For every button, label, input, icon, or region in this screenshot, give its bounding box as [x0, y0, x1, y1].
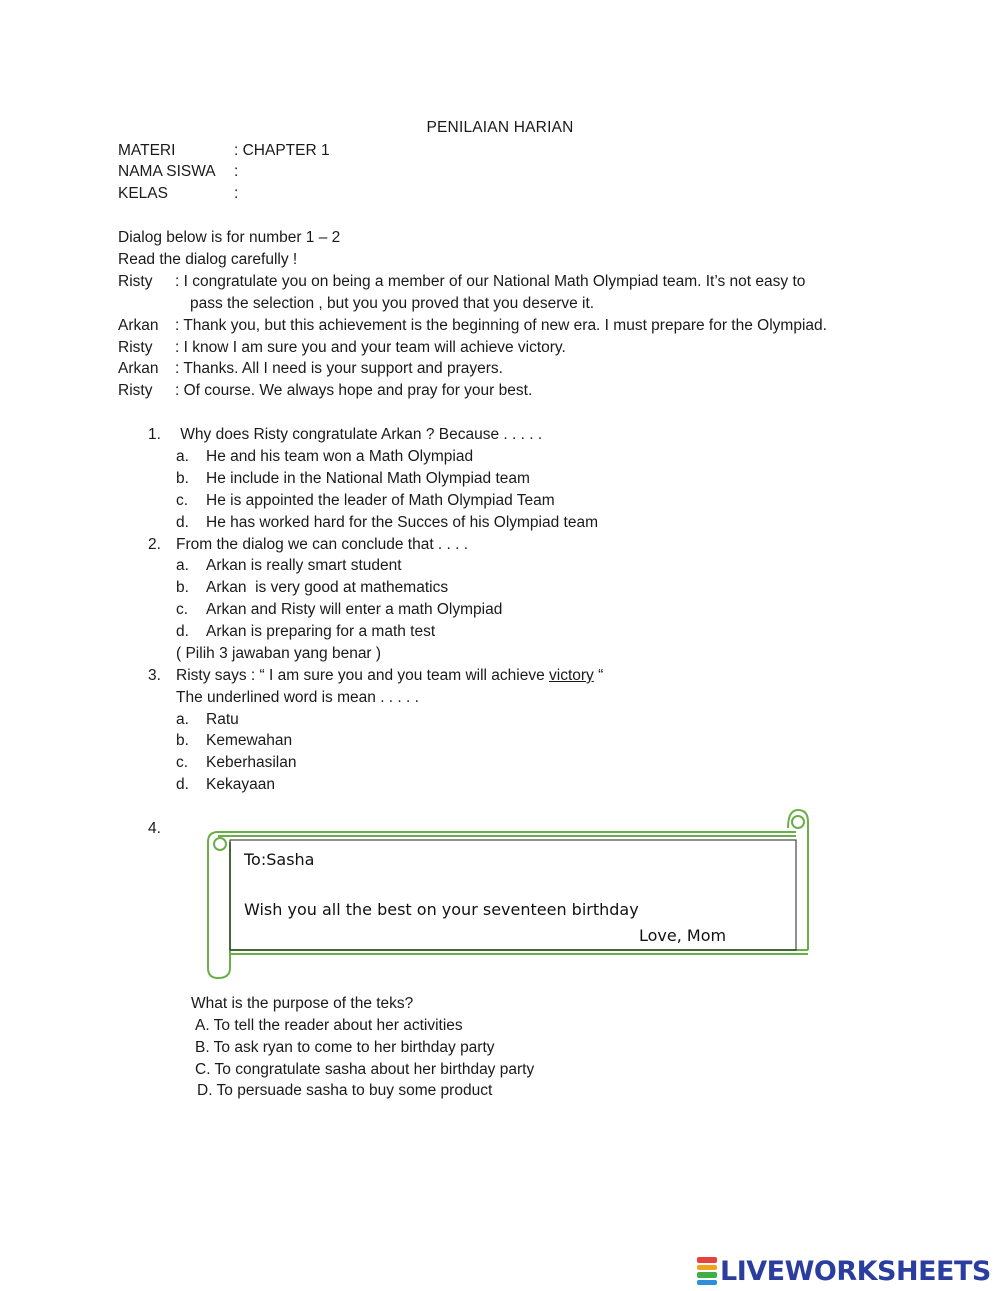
header-nama-value: : — [234, 163, 239, 180]
dialog-utterance: : Thank you, but this achievement is the beginning of new era. I must prepare for the Olympiad. — [175, 317, 827, 334]
question-text: Why does Risty congratulate Arkan ? Because . . . . . — [176, 426, 543, 443]
option-text[interactable]: He is appointed the leader of Math Olympiad Team — [206, 492, 555, 509]
dialog-utterance: : I know I am sure you and your team will achieve victory. — [175, 339, 566, 356]
logo-icon-block — [697, 1272, 717, 1278]
question-number: 2. — [148, 536, 161, 553]
logo-icon-block — [697, 1257, 717, 1263]
question-subtext: The underlined word is mean . . . . . — [176, 689, 419, 706]
option-text[interactable]: A. To tell the reader about her activities — [195, 1017, 463, 1034]
option-letter: d. — [176, 514, 189, 531]
dialog-utterance-cont: pass the selection , but you you proved that you deserve it. — [190, 295, 595, 312]
option-letter: b. — [176, 579, 189, 596]
option-text[interactable]: Kemewahan — [206, 732, 293, 749]
option-text[interactable]: Arkan is very good at mathematics — [206, 579, 449, 596]
header-materi-label: MATERI — [118, 142, 176, 159]
option-text[interactable]: He and his team won a Math Olympiad — [206, 448, 474, 465]
card-recipient: To:Sasha — [244, 850, 315, 869]
intro-line-2: Read the dialog carefully ! — [118, 251, 298, 268]
dialog-speaker: Arkan — [118, 360, 159, 377]
header-materi-value: : CHAPTER 1 — [234, 142, 330, 159]
question-text: What is the purpose of the teks? — [191, 995, 414, 1012]
question-text: From the dialog we can conclude that . . . . — [176, 536, 469, 553]
option-letter: d. — [176, 623, 189, 640]
header-nama-label: NAMA SISWA — [118, 163, 216, 180]
header-kelas-value: : — [234, 185, 239, 202]
header-kelas-label: KELAS — [118, 185, 168, 202]
page-title: PENILAIAN HARIAN — [426, 119, 574, 136]
option-letter: d. — [176, 776, 189, 793]
underlined-word: victory — [549, 667, 594, 684]
logo-icon-block — [697, 1265, 717, 1271]
option-text[interactable]: Arkan is preparing for a math test — [206, 623, 436, 640]
option-text[interactable]: C. To congratulate sasha about her birthday party — [195, 1061, 535, 1078]
intro-line-1: Dialog below is for number 1 – 2 — [118, 229, 341, 246]
question-number: 1. — [148, 426, 161, 443]
question-text — [176, 667, 603, 685]
question-text-before: Risty says : “ I am sure you and you team will achieve — [176, 667, 550, 684]
dialog-utterance: : Thanks. All I need is your support and prayers. — [175, 360, 503, 377]
logo-wordmark: LIVEWORKSHEETS — [720, 1255, 991, 1287]
dialog-utterance: : Of course. We always hope and pray for your best. — [175, 382, 533, 399]
question-number: 4. — [148, 820, 161, 837]
dialog-speaker: Risty — [118, 273, 153, 290]
dialog-speaker: Arkan — [118, 317, 159, 334]
card-signature: Love, Mom — [639, 926, 727, 945]
option-text[interactable]: Arkan is really smart student — [206, 557, 402, 574]
option-text[interactable]: He include in the National Math Olympiad team — [206, 470, 530, 487]
option-letter: c. — [176, 492, 189, 509]
question-number: 3. — [148, 667, 161, 684]
question-text-after: “ — [593, 667, 604, 684]
option-text[interactable]: He has worked hard for the Succes of his Olympiad team — [206, 514, 598, 531]
logo-icon — [697, 1256, 717, 1286]
option-letter: b. — [176, 732, 189, 749]
dialog-utterance: : I congratulate you on being a member of our National Math Olympiad team. It’s not easy to — [175, 273, 806, 290]
liveworksheets-logo — [697, 1253, 991, 1289]
option-letter: a. — [176, 557, 189, 574]
option-text[interactable]: Kekayaan — [206, 776, 275, 793]
option-text[interactable]: D. To persuade sasha to buy some product — [197, 1082, 493, 1099]
question-note: ( Pilih 3 jawaban yang benar ) — [176, 645, 382, 662]
option-letter: a. — [176, 448, 189, 465]
option-text[interactable]: Arkan and Risty will enter a math Olympiad — [206, 601, 503, 618]
option-letter: c. — [176, 754, 189, 771]
logo-icon-block — [697, 1280, 717, 1286]
option-letter: b. — [176, 470, 189, 487]
greeting-card-scroll — [204, 808, 812, 980]
option-text[interactable]: B. To ask ryan to come to her birthday party — [195, 1039, 495, 1056]
option-letter: c. — [176, 601, 189, 618]
option-text[interactable]: Ratu — [206, 711, 239, 728]
scroll-frame — [204, 808, 812, 980]
dialog-speaker: Risty — [118, 382, 153, 399]
card-message: Wish you all the best on your seventeen birthday — [244, 900, 639, 919]
dialog-speaker: Risty — [118, 339, 153, 356]
option-letter: a. — [176, 711, 189, 728]
option-text[interactable]: Keberhasilan — [206, 754, 297, 771]
